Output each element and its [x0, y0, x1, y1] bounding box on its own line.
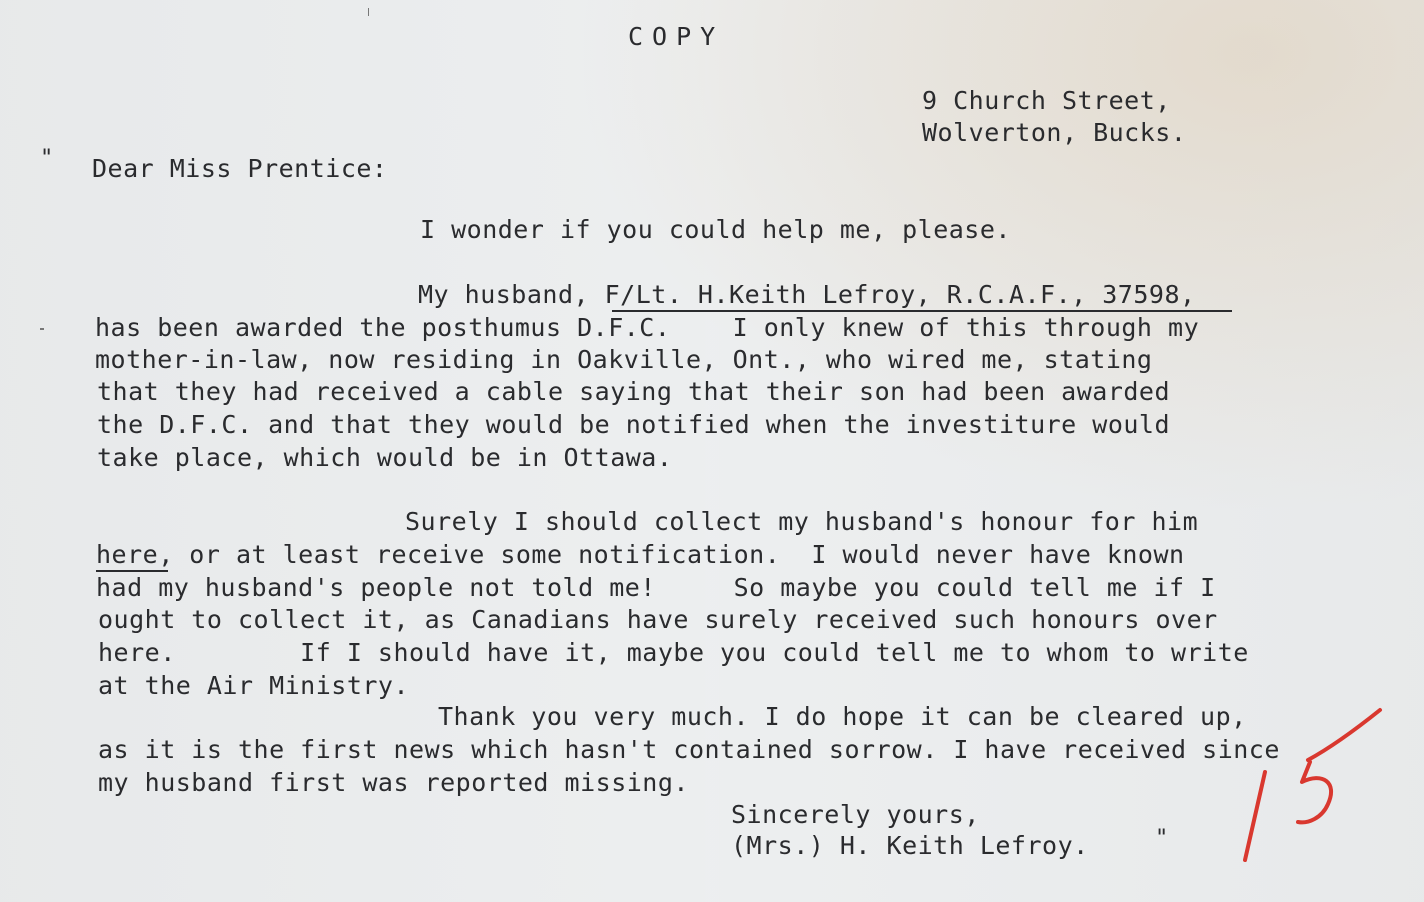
para2-line: mother-in-law, now residing in Oakville, Ont., who wired me, stating — [95, 345, 1153, 374]
para3-line: ought to collect it, as Canadians have surely received such honours over — [98, 605, 1218, 634]
here-underline — [96, 570, 168, 572]
name-underline — [612, 310, 1232, 312]
para3-line: at the Air Ministry. — [98, 671, 410, 700]
handwritten-number-15 — [1230, 700, 1410, 880]
address-line-2: Wolverton, Bucks. — [922, 118, 1187, 147]
copy-heading: COPY — [628, 22, 725, 51]
para3-line: here, or at least receive some notification. I would never have known — [96, 540, 1185, 569]
para2-line: that they had received a cable saying that their son had been awarded — [97, 377, 1171, 406]
para3-line: here. If I should have it, maybe you could tell me to whom to write — [98, 638, 1249, 667]
para3-line: had my husband's people not told me! So maybe you could tell me if I — [96, 573, 1216, 602]
para2-line: take place, which would be in Ottawa. — [97, 443, 673, 472]
para2-line: has been awarded the posthumus D.F.C. I only knew of this through my — [95, 313, 1200, 342]
scan-mark — [368, 8, 369, 16]
para2-line: the D.F.C. and that they would be notified when the investiture would — [97, 410, 1171, 439]
para4-line: my husband first was reported missing. — [98, 768, 689, 797]
signature: (Mrs.) H. Keith Lefroy. — [731, 831, 1089, 860]
para3-line: Surely I should collect my husband's honour for him — [405, 507, 1199, 536]
closing-quote-mark: " — [1155, 826, 1169, 851]
opening-quote-mark: " — [40, 146, 54, 171]
scan-mark — [40, 328, 44, 330]
closing: Sincerely yours, — [731, 800, 980, 829]
para4-line: Thank you very much. I do hope it can be cleared up, — [438, 702, 1247, 731]
para4-line: as it is the first news which hasn't contained sorrow. I have received since — [98, 735, 1280, 764]
paragraph-1: I wonder if you could help me, please. — [420, 215, 1011, 244]
address-line-1: 9 Church Street, — [922, 86, 1171, 115]
salutation: Dear Miss Prentice: — [92, 154, 388, 183]
para2-line: My husband, F/Lt. H.Keith Lefroy, R.C.A.F., 37598, — [418, 280, 1196, 309]
